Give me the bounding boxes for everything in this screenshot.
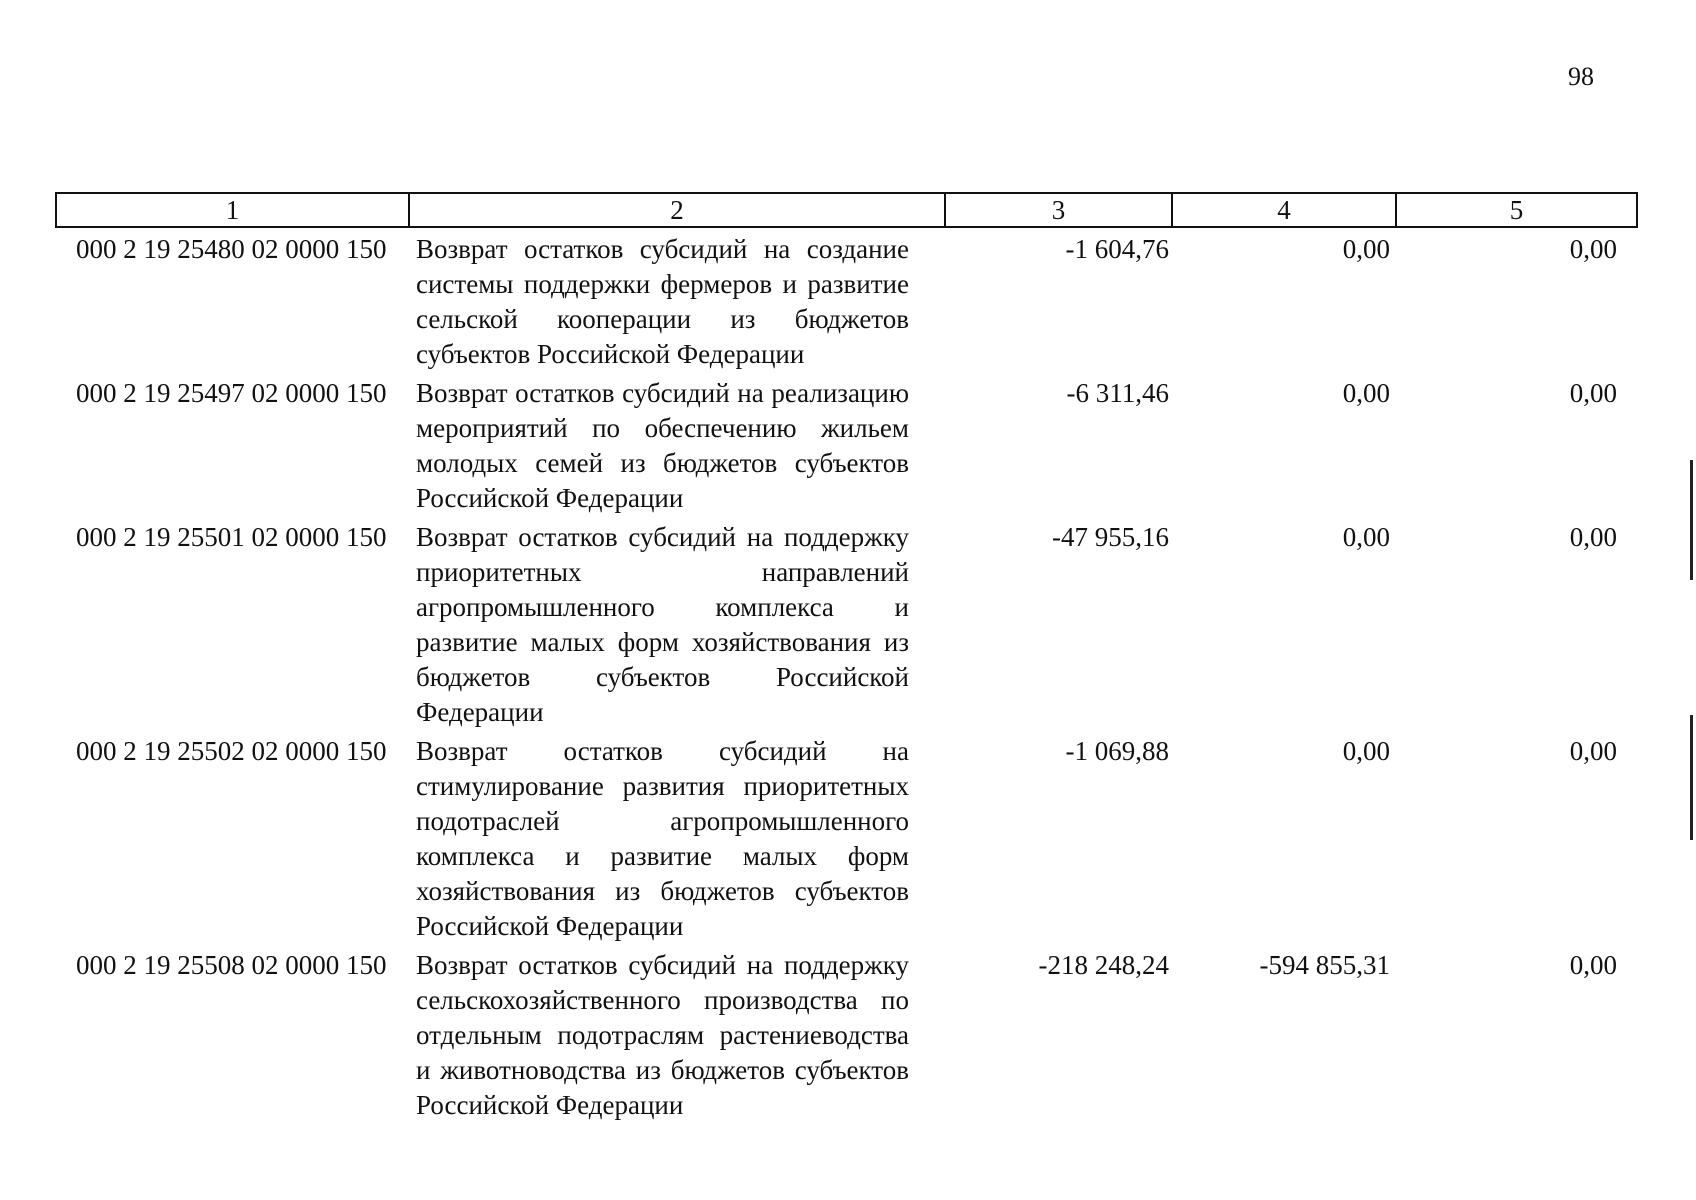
header-col-3: 3 [945, 193, 1172, 227]
amount-col-5: 0,00 [1569, 736, 1617, 766]
table-row [56, 372, 1637, 516]
amount-col-4: 0,00 [1342, 522, 1390, 552]
amount-col-5: 0,00 [1569, 234, 1617, 264]
table-header [56, 193, 1637, 227]
table-row [56, 944, 1637, 1123]
table-body [56, 227, 1637, 1123]
header-col-4: 4 [1172, 193, 1396, 227]
line-description: Возврат остатков субсидий на поддержку приоритетных направлений агропромышленного комплекса и развитие малых форм хозяйствования из бюджетов субъектов Российской Федерации [416, 522, 909, 727]
budget-code: 000 2 19 25497 02 0000 150 [76, 378, 387, 408]
table-row [56, 730, 1637, 944]
budget-code: 000 2 19 25502 02 0000 150 [76, 736, 387, 766]
amount-col-4: 0,00 [1342, 234, 1390, 264]
header-col-1: 1 [56, 193, 409, 227]
amount-col-3: -1 604,76 [1065, 234, 1169, 264]
table-row [56, 227, 1637, 372]
budget-code: 000 2 19 25501 02 0000 150 [76, 522, 387, 552]
table-row [56, 516, 1637, 730]
line-description: Возврат остатков субсидий на стимулирование развития приоритетных подотраслей агропромышленного комплекса и развитие малых форм хозяйствования из бюджетов субъектов Российской Федерации [416, 736, 909, 941]
header-col-5: 5 [1396, 193, 1637, 227]
amount-col-4: -594 855,31 [1259, 950, 1390, 980]
amount-col-3: -1 069,88 [1065, 736, 1169, 766]
amount-col-3: -6 311,46 [1066, 378, 1169, 408]
amount-col-4: 0,00 [1342, 378, 1390, 408]
budget-code: 000 2 19 25508 02 0000 150 [76, 950, 387, 980]
header-col-2: 2 [409, 193, 945, 227]
line-description: Возврат остатков субсидий на создание системы поддержки фермеров и развитие сельской кооперации из бюджетов субъектов Российской Федерации [416, 234, 909, 369]
header-row [56, 193, 1637, 227]
scan-edge-mark [1690, 715, 1693, 840]
amount-col-3: -218 248,24 [1038, 950, 1169, 980]
amount-col-5: 0,00 [1569, 522, 1617, 552]
line-description: Возврат остатков субсидий на поддержку сельскохозяйственного производства по отдельным подотраслям растениеводства и животноводства из бюджетов субъектов Российской Федерации [416, 950, 909, 1120]
amount-col-5: 0,00 [1569, 378, 1617, 408]
page-number: 98 [1568, 62, 1594, 91]
line-description: Возврат остатков субсидий на реализацию мероприятий по обеспечению жильем молодых семей из бюджетов субъектов Российской Федерации [416, 378, 909, 513]
amount-col-4: 0,00 [1342, 736, 1390, 766]
budget-return-table [55, 192, 1638, 1123]
amount-col-5: 0,00 [1569, 950, 1617, 980]
amount-col-3: -47 955,16 [1052, 522, 1169, 552]
scan-edge-mark [1690, 460, 1693, 580]
budget-code: 000 2 19 25480 02 0000 150 [76, 234, 387, 264]
